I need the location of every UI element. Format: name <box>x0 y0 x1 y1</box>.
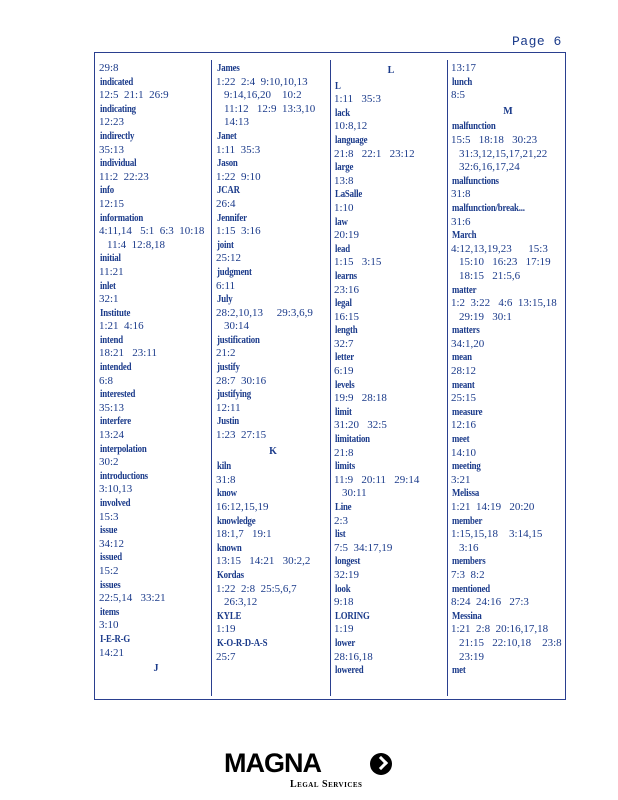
page-line-refs: 3:21 <box>451 473 471 486</box>
index-entry <box>335 80 447 107</box>
index-entry <box>217 334 329 361</box>
page-line-refs: 9:18 <box>334 596 354 609</box>
index-word: language <box>335 134 368 146</box>
index-entry <box>100 212 212 253</box>
index-entry <box>452 76 564 103</box>
index-entry <box>335 610 447 637</box>
page-line-refs: 14:21 <box>99 646 125 659</box>
index-word: LaSalle <box>335 189 363 201</box>
page-line-refs: 7:5 34:17,19 <box>334 541 393 554</box>
index-entry <box>217 569 329 610</box>
page-line-refs: 32:19 <box>334 568 360 581</box>
index-entry <box>100 443 212 470</box>
index-word: judgment <box>217 266 252 278</box>
index-word: July <box>217 294 233 306</box>
index-word: KYLE <box>217 610 242 622</box>
index-word: James <box>217 63 240 74</box>
page-line-refs: 1:11 35:3 <box>334 93 381 106</box>
page-line-refs: 18:21 23:11 <box>99 347 157 360</box>
index-word: longest <box>335 556 361 568</box>
page-line-refs: 1:21 2:8 20:16,17,18 <box>451 623 549 636</box>
index-word: member <box>452 515 483 527</box>
arrow-circle-icon <box>370 753 392 775</box>
index-entry <box>452 583 564 610</box>
page-line-refs: 31:8 <box>216 473 236 486</box>
index-word: involved <box>100 498 131 509</box>
page-line-refs: 32:6,16,17,24 <box>459 161 520 174</box>
index-word: interested <box>100 389 136 401</box>
index-word: L <box>335 80 341 92</box>
page-line-refs: 11:2 22:23 <box>99 170 149 183</box>
index-entry <box>100 633 212 660</box>
page-line-refs: 30:14 <box>224 320 250 333</box>
index-entry <box>335 583 447 610</box>
page-line-refs: 30:2 <box>99 456 119 469</box>
page-line-refs: 16:12,15,19 <box>216 501 269 513</box>
index-entry <box>335 433 447 460</box>
index-word: indicating <box>100 103 136 115</box>
page-line-refs: 31:8 <box>451 188 471 201</box>
page-line-refs: 1:11 35:3 <box>216 143 261 156</box>
index-entry <box>100 62 212 76</box>
index-entry <box>100 497 212 524</box>
page-line-refs: 16:15 <box>334 310 360 323</box>
index-word: known <box>217 542 242 554</box>
section-letter: K <box>269 445 277 457</box>
page-line-refs: 13:24 <box>99 429 125 442</box>
index-entry <box>217 637 329 664</box>
page-line-refs: 14:10 <box>451 446 477 459</box>
section-letter: L <box>387 65 395 76</box>
page-line-refs: 3:10 <box>99 619 119 632</box>
index-word: limit <box>335 406 352 418</box>
page-line-refs: 1:19 <box>216 623 236 636</box>
index-word: interpolation <box>100 443 147 455</box>
page-line-refs: 28:2,10,13 29:3,6,9 <box>216 306 313 319</box>
index-word: malfunction <box>452 121 496 133</box>
index-word: knowledge <box>217 515 256 527</box>
index-word: meant <box>452 379 475 391</box>
page-line-refs: 15:2 <box>99 564 119 577</box>
page-line-refs: 1:19 <box>334 623 354 636</box>
index-word: learns <box>335 270 357 282</box>
index-word: Janet <box>217 130 237 142</box>
page-line-refs: 1:21 14:19 20:20 <box>451 501 535 513</box>
index-word: intended <box>100 362 132 374</box>
index-entry <box>217 130 329 157</box>
index-entry <box>217 239 329 266</box>
page-line-refs: 11:4 12:8,18 <box>107 238 165 251</box>
index-word: information <box>100 212 144 224</box>
page-line-refs: 34:12 <box>99 537 125 550</box>
index-word: met <box>452 665 466 677</box>
index-entry <box>217 62 329 130</box>
page-line-refs: 20:19 <box>334 229 360 242</box>
index-entry <box>335 664 447 678</box>
page-number: Page 6 <box>512 34 562 49</box>
index-word: introductions <box>100 470 148 482</box>
page-line-refs: 1:22 2:8 25:5,6,7 <box>216 582 297 595</box>
logo-wordmark: MAGNA <box>224 748 321 778</box>
page-line-refs: 23:16 <box>334 283 360 296</box>
page-line-refs: 1:2 3:22 4:6 13:15,18 <box>451 297 557 310</box>
index-entry <box>452 202 564 229</box>
index-entry <box>335 107 447 134</box>
index-entry <box>452 515 564 556</box>
index-word: know <box>217 488 237 500</box>
index-entry <box>100 280 212 307</box>
index-word: Kordas <box>217 569 244 581</box>
page-line-refs: 8:24 24:16 27:3 <box>451 596 529 609</box>
index-word: issues <box>100 579 121 591</box>
index-entry <box>217 212 329 239</box>
index-word: matter <box>452 284 477 296</box>
index-word: limits <box>335 461 355 473</box>
index-entry <box>217 361 329 388</box>
index-entry <box>217 542 329 569</box>
index-word: issue <box>100 525 118 537</box>
index-entry <box>100 551 212 578</box>
index-entry <box>217 415 329 442</box>
index-entry <box>100 76 212 103</box>
page-line-refs: 2:3 <box>334 514 349 527</box>
index-entry <box>100 252 212 279</box>
index-entry <box>100 361 212 388</box>
page-line-refs: 31:20 32:5 <box>334 419 387 432</box>
page-line-refs: 1:22 2:4 9:10,10,13 <box>216 75 308 88</box>
page-line-refs: 35:13 <box>99 401 125 414</box>
index-entry <box>452 324 564 351</box>
index-column-2 <box>217 62 329 664</box>
index-word: large <box>335 162 354 174</box>
page-line-refs: 15:3 <box>99 510 119 523</box>
page-line-refs: 18:1,7 19:1 <box>216 528 272 541</box>
page-line-refs: 25:7 <box>216 650 236 663</box>
index-word: matters <box>452 325 480 337</box>
index-entry <box>335 528 447 555</box>
index-entry <box>335 243 447 270</box>
page-line-refs: 4:11,14 5:1 6:3 10:18 <box>99 225 205 238</box>
page-line-refs: 22:5,14 33:21 <box>99 592 166 605</box>
index-entry <box>452 175 564 202</box>
index-entry <box>335 270 447 297</box>
page-line-refs: 3:10,13 <box>99 483 133 496</box>
index-word: Jennifer <box>217 212 247 224</box>
index-entry <box>100 524 212 551</box>
page-line-refs: 4:12,13,19,23 15:3 <box>451 242 548 255</box>
page-line-refs: 10:8,12 <box>334 120 368 133</box>
index-entry <box>452 433 564 460</box>
index-entry <box>452 120 564 174</box>
index-entry <box>217 610 329 637</box>
index-word: malfunction/break... <box>452 202 525 214</box>
index-entry <box>100 157 212 184</box>
index-word: inlet <box>100 280 116 292</box>
index-entry <box>335 406 447 433</box>
page-line-refs: 25:12 <box>216 252 242 265</box>
index-word: LORING <box>335 610 370 622</box>
index-word: justify <box>217 362 240 374</box>
page-line-refs: 1:23 27:15 <box>216 429 267 442</box>
index-entry <box>100 606 212 633</box>
index-entry <box>335 379 447 406</box>
index-word: Justin <box>217 416 239 428</box>
index-word: Melissa <box>452 488 480 500</box>
page-line-refs: 1:22 9:10 <box>216 170 261 183</box>
page-line-refs: 29:8 <box>99 62 119 74</box>
page-line-refs: 13:17 <box>451 62 477 74</box>
page-line-refs: 21:15 22:10,18 23:8 <box>459 636 562 649</box>
index-word: lower <box>335 637 356 649</box>
index-entry <box>217 157 329 184</box>
index-word: levels <box>335 379 355 391</box>
page-line-refs: 28:16,18 <box>334 650 373 663</box>
index-word: items <box>100 606 120 618</box>
page-line-refs: 26:3,12 <box>224 596 258 609</box>
page-line-refs: 13:8 <box>334 174 354 187</box>
page-line-refs: 12:23 <box>99 116 125 129</box>
index-entry <box>100 130 212 157</box>
index-entry <box>100 579 212 606</box>
page-line-refs: 23:19 <box>459 650 485 663</box>
index-word: JCAR <box>217 185 240 197</box>
index-entry <box>452 610 564 664</box>
page-line-refs: 30:11 <box>342 487 367 500</box>
page-line-refs: 6:8 <box>99 374 114 387</box>
index-entry <box>100 307 212 334</box>
index-entry <box>335 555 447 582</box>
page-line-refs: 15:10 16:23 17:19 <box>459 256 551 269</box>
index-word: K-O-R-D-A-S <box>217 637 268 649</box>
index-word: intend <box>100 334 123 346</box>
page-line-refs: 11:12 12:9 13:3,10 <box>224 102 316 115</box>
index-word: letter <box>335 352 354 364</box>
page-line-refs: 25:15 <box>451 392 477 405</box>
index-word: meeting <box>452 461 481 473</box>
index-word: initial <box>100 253 121 265</box>
index-entry <box>452 487 564 514</box>
index-entry <box>335 216 447 243</box>
index-word: indicated <box>100 76 134 88</box>
page-line-refs: 9:14,16,20 10:2 <box>224 89 302 102</box>
index-entry <box>452 351 564 378</box>
index-entry <box>335 188 447 215</box>
index-word: measure <box>452 406 483 418</box>
section-letter: J <box>153 663 159 675</box>
index-word: malfunctions <box>452 175 499 187</box>
index-entry <box>100 388 212 415</box>
page-line-refs: 8:5 <box>451 89 466 102</box>
page-line-refs: 12:16 <box>451 419 477 432</box>
page-line-refs: 7:3 8:2 <box>451 568 485 581</box>
index-word: limitation <box>335 434 370 446</box>
index-word: mentioned <box>452 583 491 595</box>
page-line-refs: 32:7 <box>334 337 354 350</box>
page-line-refs: 18:15 21:5,6 <box>459 269 521 282</box>
page-line-refs: 26:4 <box>216 197 236 210</box>
page-line-refs: 1:21 4:16 <box>99 320 144 333</box>
index-entry <box>217 515 329 542</box>
page-line-refs: 12:11 <box>216 401 241 414</box>
index-entry <box>335 324 447 351</box>
page-line-refs: 12:15 <box>99 197 125 210</box>
index-entry <box>452 379 564 406</box>
index-column-1 <box>100 62 212 678</box>
page-line-refs: 1:15 3:16 <box>216 225 261 238</box>
index-word: individual <box>100 158 137 170</box>
index-word: Line <box>335 502 352 513</box>
index-entry <box>217 487 329 514</box>
index-entry <box>100 415 212 442</box>
page-line-refs: 28:12 <box>451 365 477 378</box>
index-entry <box>452 460 564 487</box>
page-line-refs: 3:16 <box>459 541 479 554</box>
page-line-refs: 21:8 <box>334 446 354 459</box>
page-line-refs: 31:3,12,15,17,21,22 <box>459 147 548 160</box>
page-line-refs: 28:7 30:16 <box>216 374 267 387</box>
index-entry <box>335 134 447 161</box>
index-word: justifying <box>217 389 251 401</box>
page-line-refs: 1:10 <box>334 201 354 214</box>
index-word: mean <box>452 352 472 364</box>
page-line-refs: 11:21 <box>99 265 124 278</box>
page-line-refs: 6:19 <box>334 365 354 378</box>
section-letter: M <box>503 105 513 117</box>
index-word: lack <box>335 107 350 119</box>
index-word: justification <box>217 334 260 346</box>
index-entry <box>100 470 212 497</box>
index-word: indirectly <box>100 130 135 142</box>
index-word: length <box>335 325 358 337</box>
index-entry <box>217 460 329 487</box>
index-entry <box>452 555 564 582</box>
page-line-refs: 13:15 14:21 30:2,2 <box>216 555 311 568</box>
page-line-refs: 6:11 <box>216 279 236 292</box>
index-word: interfere <box>100 416 131 428</box>
index-word: joint <box>217 239 234 251</box>
index-word: legal <box>335 298 352 310</box>
index-word: I-E-R-G <box>100 633 131 645</box>
page-line-refs: 19:9 28:18 <box>334 392 387 405</box>
page-line-refs: 1:15 3:15 <box>334 256 382 269</box>
index-entry <box>335 161 447 188</box>
index-word: Institute <box>100 307 131 319</box>
index-word: Jason <box>217 158 238 170</box>
index-entry <box>100 334 212 361</box>
index-entry <box>452 406 564 433</box>
index-word: March <box>452 230 477 242</box>
index-entry <box>217 184 329 211</box>
index-word: lead <box>335 243 350 255</box>
index-word: law <box>335 216 348 228</box>
index-entry <box>335 460 447 501</box>
column-divider <box>330 60 331 696</box>
index-column-4 <box>452 62 564 678</box>
index-entry <box>335 501 447 528</box>
index-word: members <box>452 556 486 568</box>
page-line-refs: 21:2 <box>216 347 236 360</box>
page-line-refs: 14:13 <box>224 116 250 129</box>
page-line-refs: 29:19 30:1 <box>459 310 512 323</box>
index-entry <box>335 637 447 664</box>
index-word: list <box>335 529 346 541</box>
index-entry <box>217 293 329 334</box>
page-line-refs: 11:9 20:11 29:14 <box>334 473 420 486</box>
page-line-refs: 12:5 21:1 26:9 <box>99 89 169 102</box>
page-line-refs: 1:15,15,18 3:14,15 <box>451 528 543 541</box>
index-entry <box>452 62 564 76</box>
index-word: kiln <box>217 461 231 473</box>
index-entry <box>100 184 212 211</box>
index-word: info <box>100 185 114 197</box>
index-word: lowered <box>335 665 364 677</box>
page-line-refs: 35:13 <box>99 143 125 156</box>
page-line-refs: 31:6 <box>451 215 471 228</box>
index-word: Messina <box>452 610 482 622</box>
index-column-3 <box>335 62 447 678</box>
column-divider <box>447 60 448 696</box>
index-word: issued <box>100 552 122 564</box>
index-entry <box>335 351 447 378</box>
index-entry <box>452 284 564 325</box>
page-line-refs: 34:1,20 <box>451 337 485 350</box>
page-line-refs: 21:8 22:1 23:12 <box>334 147 415 160</box>
index-entry <box>452 664 564 678</box>
index-entry <box>335 297 447 324</box>
magna-logo <box>224 748 404 794</box>
page-line-refs: 32:1 <box>99 293 119 306</box>
index-entry <box>452 229 564 283</box>
page-line-refs: 15:5 18:18 30:23 <box>451 133 538 146</box>
index-entry <box>100 103 212 130</box>
index-entry <box>217 266 329 293</box>
index-word: meet <box>452 434 470 446</box>
logo-subtitle: Legal Services <box>290 779 363 790</box>
index-word: look <box>335 583 351 595</box>
index-word: lunch <box>452 76 473 88</box>
index-entry <box>217 388 329 415</box>
